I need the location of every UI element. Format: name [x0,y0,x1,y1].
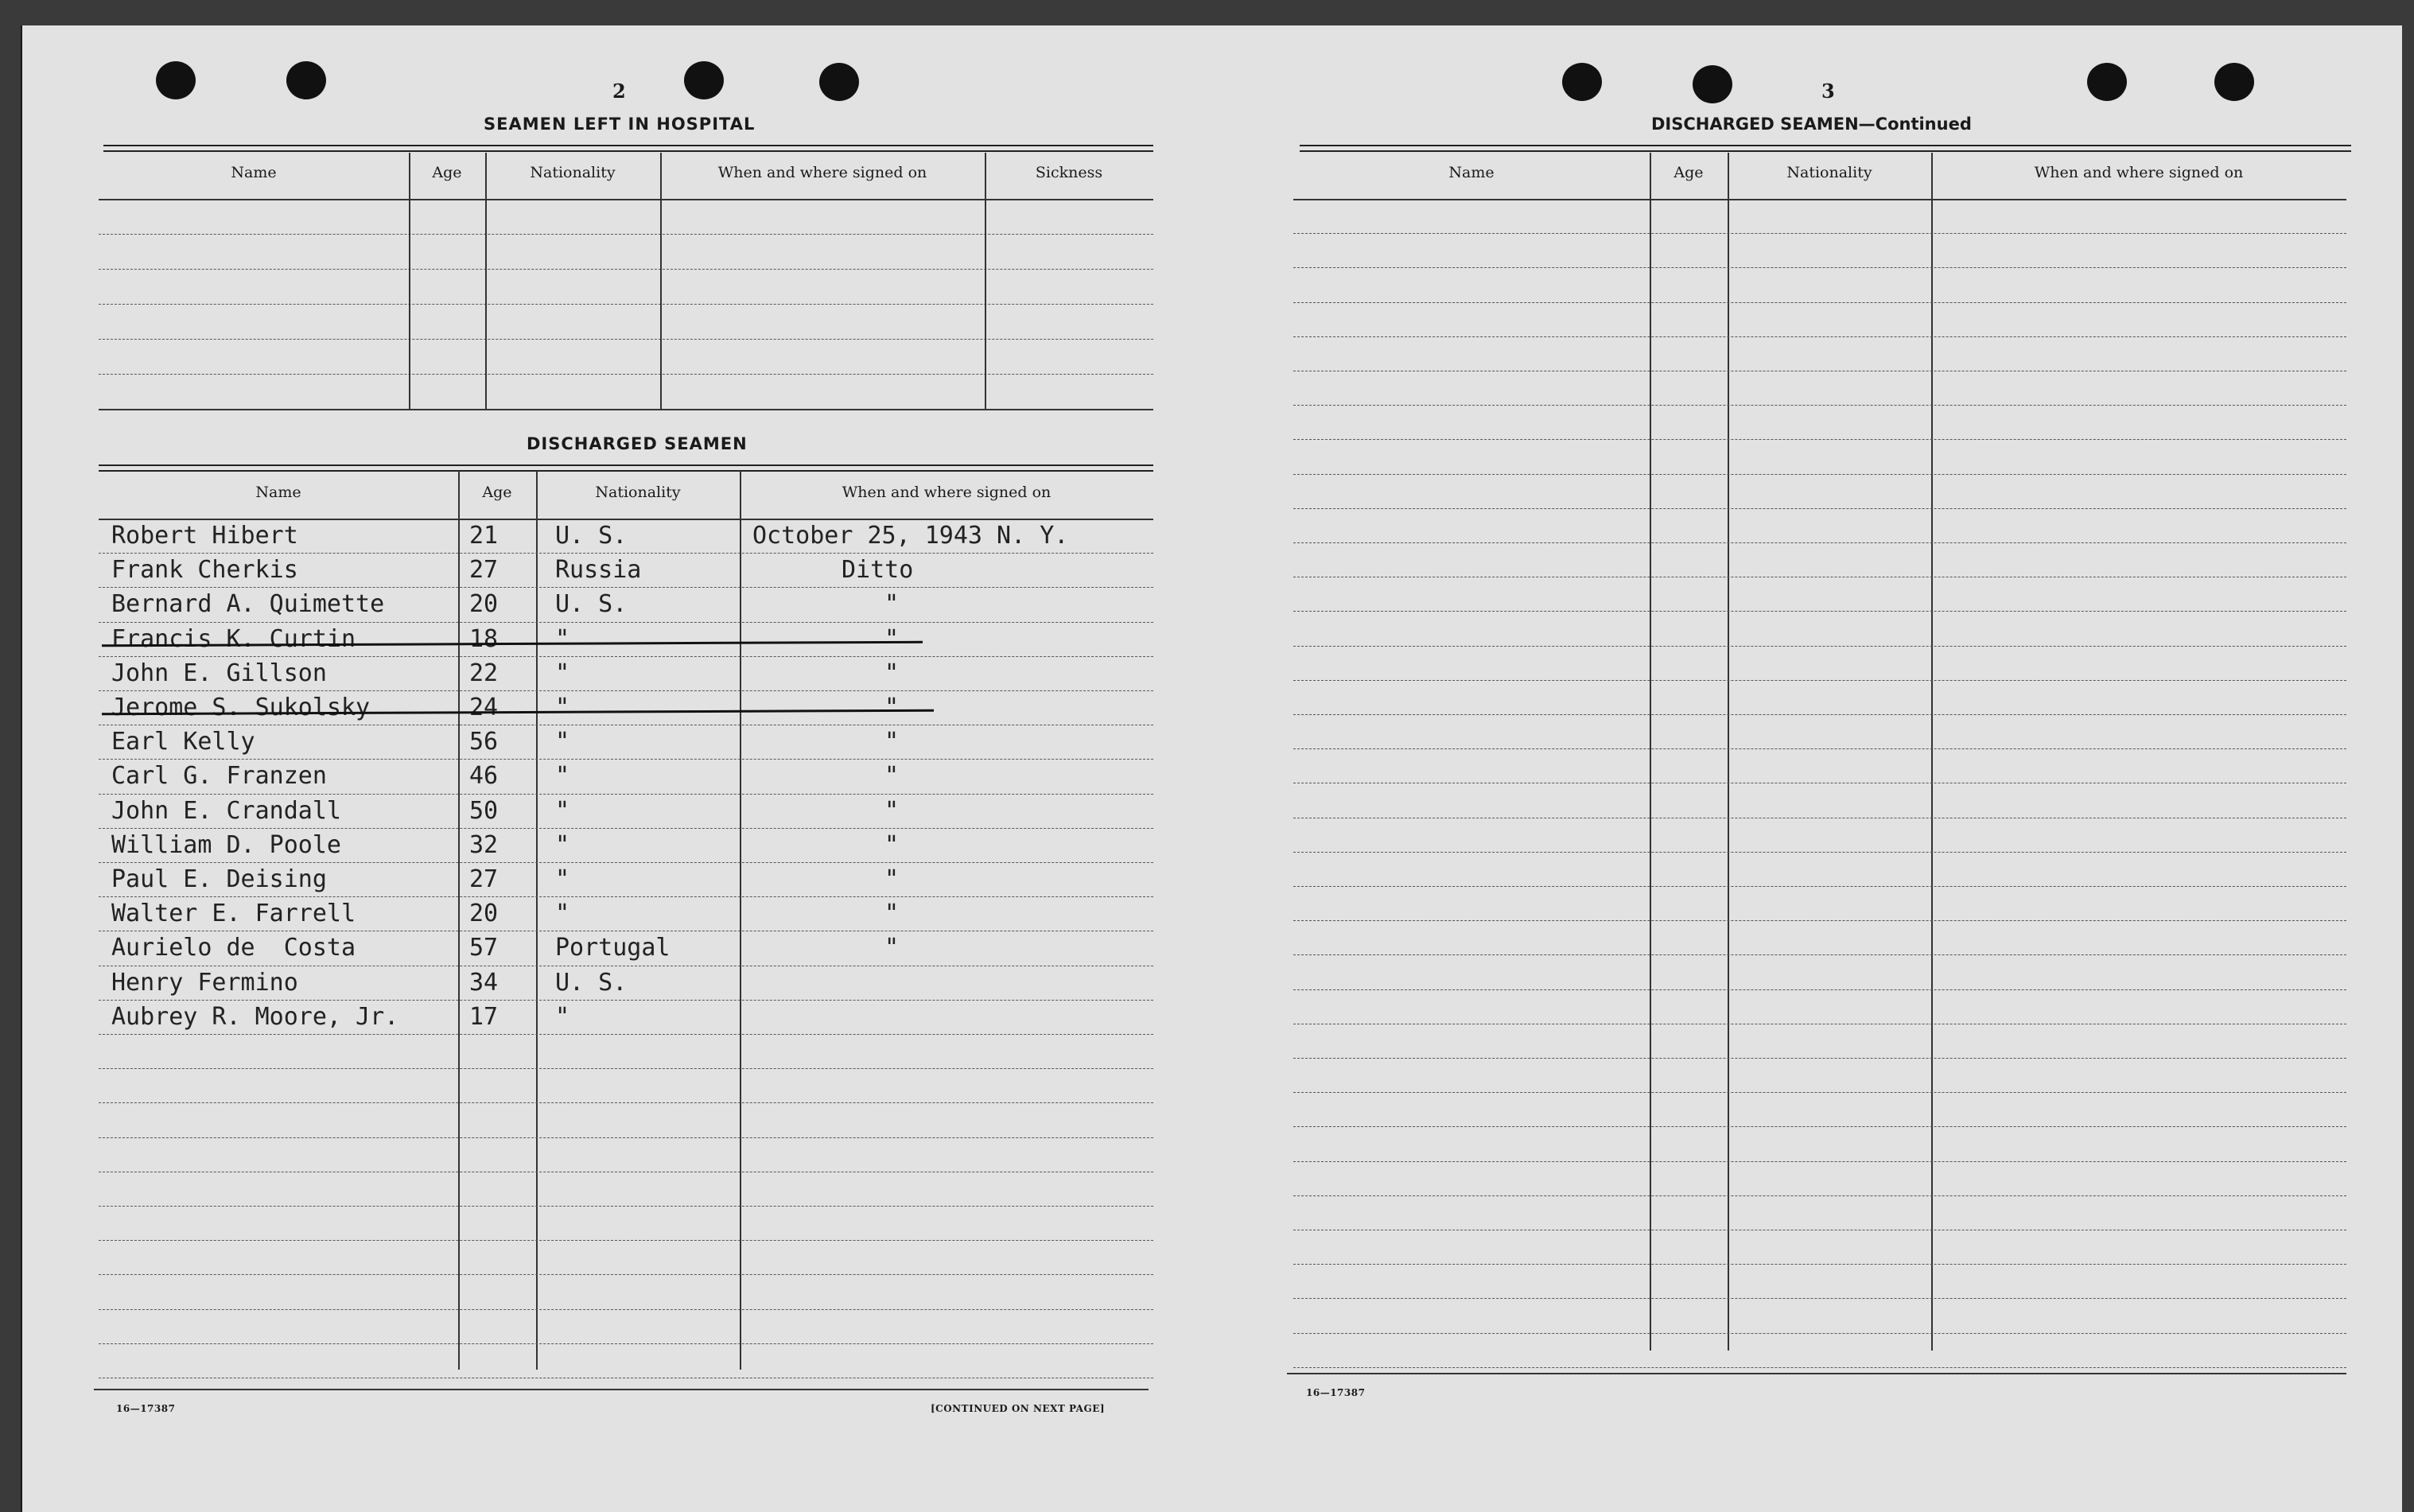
seaman-signed-on: " [884,934,900,962]
seaman-age: 34 [469,968,499,997]
discharged-row-rule [99,1102,1153,1103]
continued-row-rule [1293,954,2346,955]
hospital-row-rule [99,234,1153,235]
continued-row-rule [1293,474,2346,475]
seaman-signed-on: " [884,830,900,859]
hospital-bottom-rule [99,409,1153,410]
hospital-col-divider [409,153,410,409]
form-number: 16—17387 [116,1403,176,1414]
continued-col-divider [1728,153,1729,1351]
discharged-row-rule [99,1343,1153,1344]
discharged-row-rule [99,828,1153,829]
seaman-age: 22 [469,659,499,687]
continued-row-rule [1293,1126,2346,1127]
continued-row-rule [1293,1195,2346,1196]
seaman-signed-on: " [884,694,900,721]
hospital-row-rule [99,304,1153,305]
continued-row-rule [1293,989,2346,990]
seaman-nationality: " [555,1002,570,1031]
discharged-row-rule [99,656,1153,657]
continued-col-divider [1650,153,1651,1351]
discharged-row-rule [99,1274,1153,1275]
discharged-row-rule [99,896,1153,897]
continued-table-top-rule [1300,145,2351,152]
seaman-age: 20 [469,900,499,928]
seaman-name: William D. Poole [111,830,341,859]
discharged-col-signed-on: When and where signed on [842,484,1052,501]
continued-row-rule [1293,1161,2346,1162]
seaman-nationality: " [555,762,570,791]
hospital-row-rule [99,269,1153,270]
continued-row-rule [1293,852,2346,853]
continued-col-signed-on: When and where signed on [2034,164,2244,181]
seaman-age: 46 [469,762,499,791]
discharged-col-divider [458,471,460,1370]
hospital-col-divider [660,153,662,409]
seaman-age: 27 [469,865,499,893]
discharged-row-rule [99,553,1153,554]
seaman-nationality: Portugal [555,934,671,962]
seaman-name: Francis K. Curtin [111,624,356,653]
seaman-nationality: " [555,830,570,859]
seaman-signed-on: " [884,659,900,687]
continued-row-rule [1293,646,2346,647]
hospital-col-divider [485,153,487,409]
seaman-age: 20 [469,590,499,619]
discharged-row-rule [99,622,1153,623]
discharged-row-rule [99,1034,1153,1035]
seaman-signed-on: Ditto [842,556,914,585]
punch-hole [1693,65,1732,103]
seaman-name: Walter E. Farrell [111,900,356,928]
seaman-name: Bernard A. Quimette [111,590,385,619]
hospital-row-rule [99,374,1153,375]
continued-row-rule [1293,1058,2346,1059]
seaman-age: 32 [469,830,499,859]
seaman-name: Frank Cherkis [111,556,298,585]
continued-note: [CONTINUED ON NEXT PAGE] [931,1403,1106,1414]
seaman-name: Aurielo de Costa [111,934,356,962]
continued-title-main: DISCHARGED SEAMEN [1651,115,1859,134]
discharged-row-rule [99,1309,1153,1310]
continued-row-rule [1293,336,2346,337]
seaman-name: Paul E. Deising [111,865,327,893]
discharged-col-age: Age [482,484,512,501]
discharged-row-rule [99,794,1153,795]
continued-row-rule [1293,542,2346,543]
discharged-row-rule [99,1000,1153,1001]
punch-hole [286,61,326,99]
discharged-row-rule [99,587,1153,588]
seaman-age: 18 [469,624,499,653]
continued-row-rule [1293,302,2346,303]
continued-col-age: Age [1673,164,1704,181]
discharged-row-rule [99,759,1153,760]
continued-row-rule [1293,886,2346,887]
seaman-name: Aubrey R. Moore, Jr. [111,1002,399,1031]
page-number: 3 [1821,80,1835,103]
discharged-row-rule [99,862,1153,863]
discharged-col-name: Name [255,484,301,501]
seaman-name: Jerome S. Sukolsky [111,694,371,721]
seaman-nationality: U. S. [555,522,628,550]
seaman-nationality: " [555,865,570,893]
hospital-row-rule [99,339,1153,340]
hospital-table-top-rule [103,145,1153,152]
seaman-signed-on: " [884,590,900,619]
continued-row-rule [1293,1298,2346,1299]
discharged-row-rule [99,1240,1153,1241]
continued-row-rule [1293,680,2346,681]
seaman-name: John E. Gillson [111,659,327,687]
seaman-signed-on: " [884,865,900,893]
punch-hole [2214,63,2254,101]
punch-hole [2087,63,2127,101]
discharged-col-nationality: Nationality [595,484,681,501]
discharged-col-divider [740,471,741,1370]
seaman-signed-on: " [884,624,900,653]
hospital-col-nationality: Nationality [530,164,616,181]
discharged-header-rule [99,519,1153,520]
discharged-table-top-rule [99,464,1153,472]
continued-table-title [1651,115,1972,134]
hospital-col-age: Age [432,164,462,181]
continued-col-name: Name [1448,164,1495,181]
punch-hole [1562,63,1602,101]
seaman-nationality: " [555,624,570,653]
hospital-col-name: Name [231,164,277,181]
seaman-nationality: U. S. [555,590,628,619]
continued-row-rule [1293,714,2346,715]
continued-row-rule [1293,1092,2346,1093]
seaman-nationality: U. S. [555,968,628,997]
discharged-row-rule [99,690,1153,691]
seaman-age: 27 [469,556,499,585]
seaman-age: 57 [469,934,499,962]
continued-row-rule [1293,611,2346,612]
seaman-signed-on: " [884,762,900,791]
seaman-name: Henry Fermino [111,968,298,997]
seaman-age: 50 [469,796,499,825]
continued-col-nationality: Nationality [1786,164,1872,181]
seaman-age: 24 [469,694,499,721]
seaman-signed-on: " [884,796,900,825]
seaman-name: Robert Hibert [111,522,298,550]
seaman-signed-on: " [884,728,900,756]
seaman-nationality: " [555,900,570,928]
discharged-bottom-rule [94,1389,1149,1390]
hospital-col-signed-on: When and where signed on [717,164,927,181]
punch-hole [156,61,196,99]
hospital-col-divider [985,153,986,409]
discharged-row-rule [99,1206,1153,1207]
continued-row-rule [1293,1333,2346,1334]
discharged-col-divider [536,471,538,1370]
seaman-age: 56 [469,728,499,756]
seaman-age: 17 [469,1002,499,1031]
hospital-col-sickness: Sickness [1035,164,1103,181]
hospital-header-rule [99,199,1153,200]
form-number: 16—17387 [1306,1387,1366,1398]
seaman-name: John E. Crandall [111,796,341,825]
seaman-signed-on: October 25, 1943 N. Y. [752,522,1069,550]
continued-row-rule [1293,508,2346,509]
discharged-table-title: DISCHARGED SEAMEN [527,434,748,453]
continued-header-rule [1293,199,2346,200]
continued-row-rule [1293,267,2346,268]
seaman-nationality: " [555,694,570,721]
continued-col-divider [1931,153,1933,1351]
seaman-name: Carl G. Franzen [111,762,327,791]
page-number: 2 [612,80,626,103]
discharged-row-rule [99,1137,1153,1138]
continued-bottom-rule [1287,1373,2346,1374]
discharged-row-rule [99,1068,1153,1069]
seaman-signed-on: " [884,900,900,928]
seaman-nationality: Russia [555,556,642,585]
punch-hole [684,61,724,99]
continued-row-rule [1293,1367,2346,1368]
seaman-nationality: " [555,796,570,825]
continued-row-rule [1293,920,2346,921]
punch-hole [819,63,859,101]
continued-row-rule [1293,1264,2346,1265]
continued-row-rule [1293,748,2346,749]
record-sheet [21,25,2402,1512]
continued-row-rule [1293,405,2346,406]
seaman-age: 21 [469,522,499,550]
hospital-table-title: SEAMEN LEFT IN HOSPITAL [484,115,756,134]
continued-row-rule [1293,439,2346,440]
seaman-nationality: " [555,659,570,687]
seaman-name: Earl Kelly [111,728,255,756]
continued-row-rule [1293,233,2346,234]
seaman-nationality: " [555,728,570,756]
continued-title-suffix: —Continued [1858,115,1972,134]
